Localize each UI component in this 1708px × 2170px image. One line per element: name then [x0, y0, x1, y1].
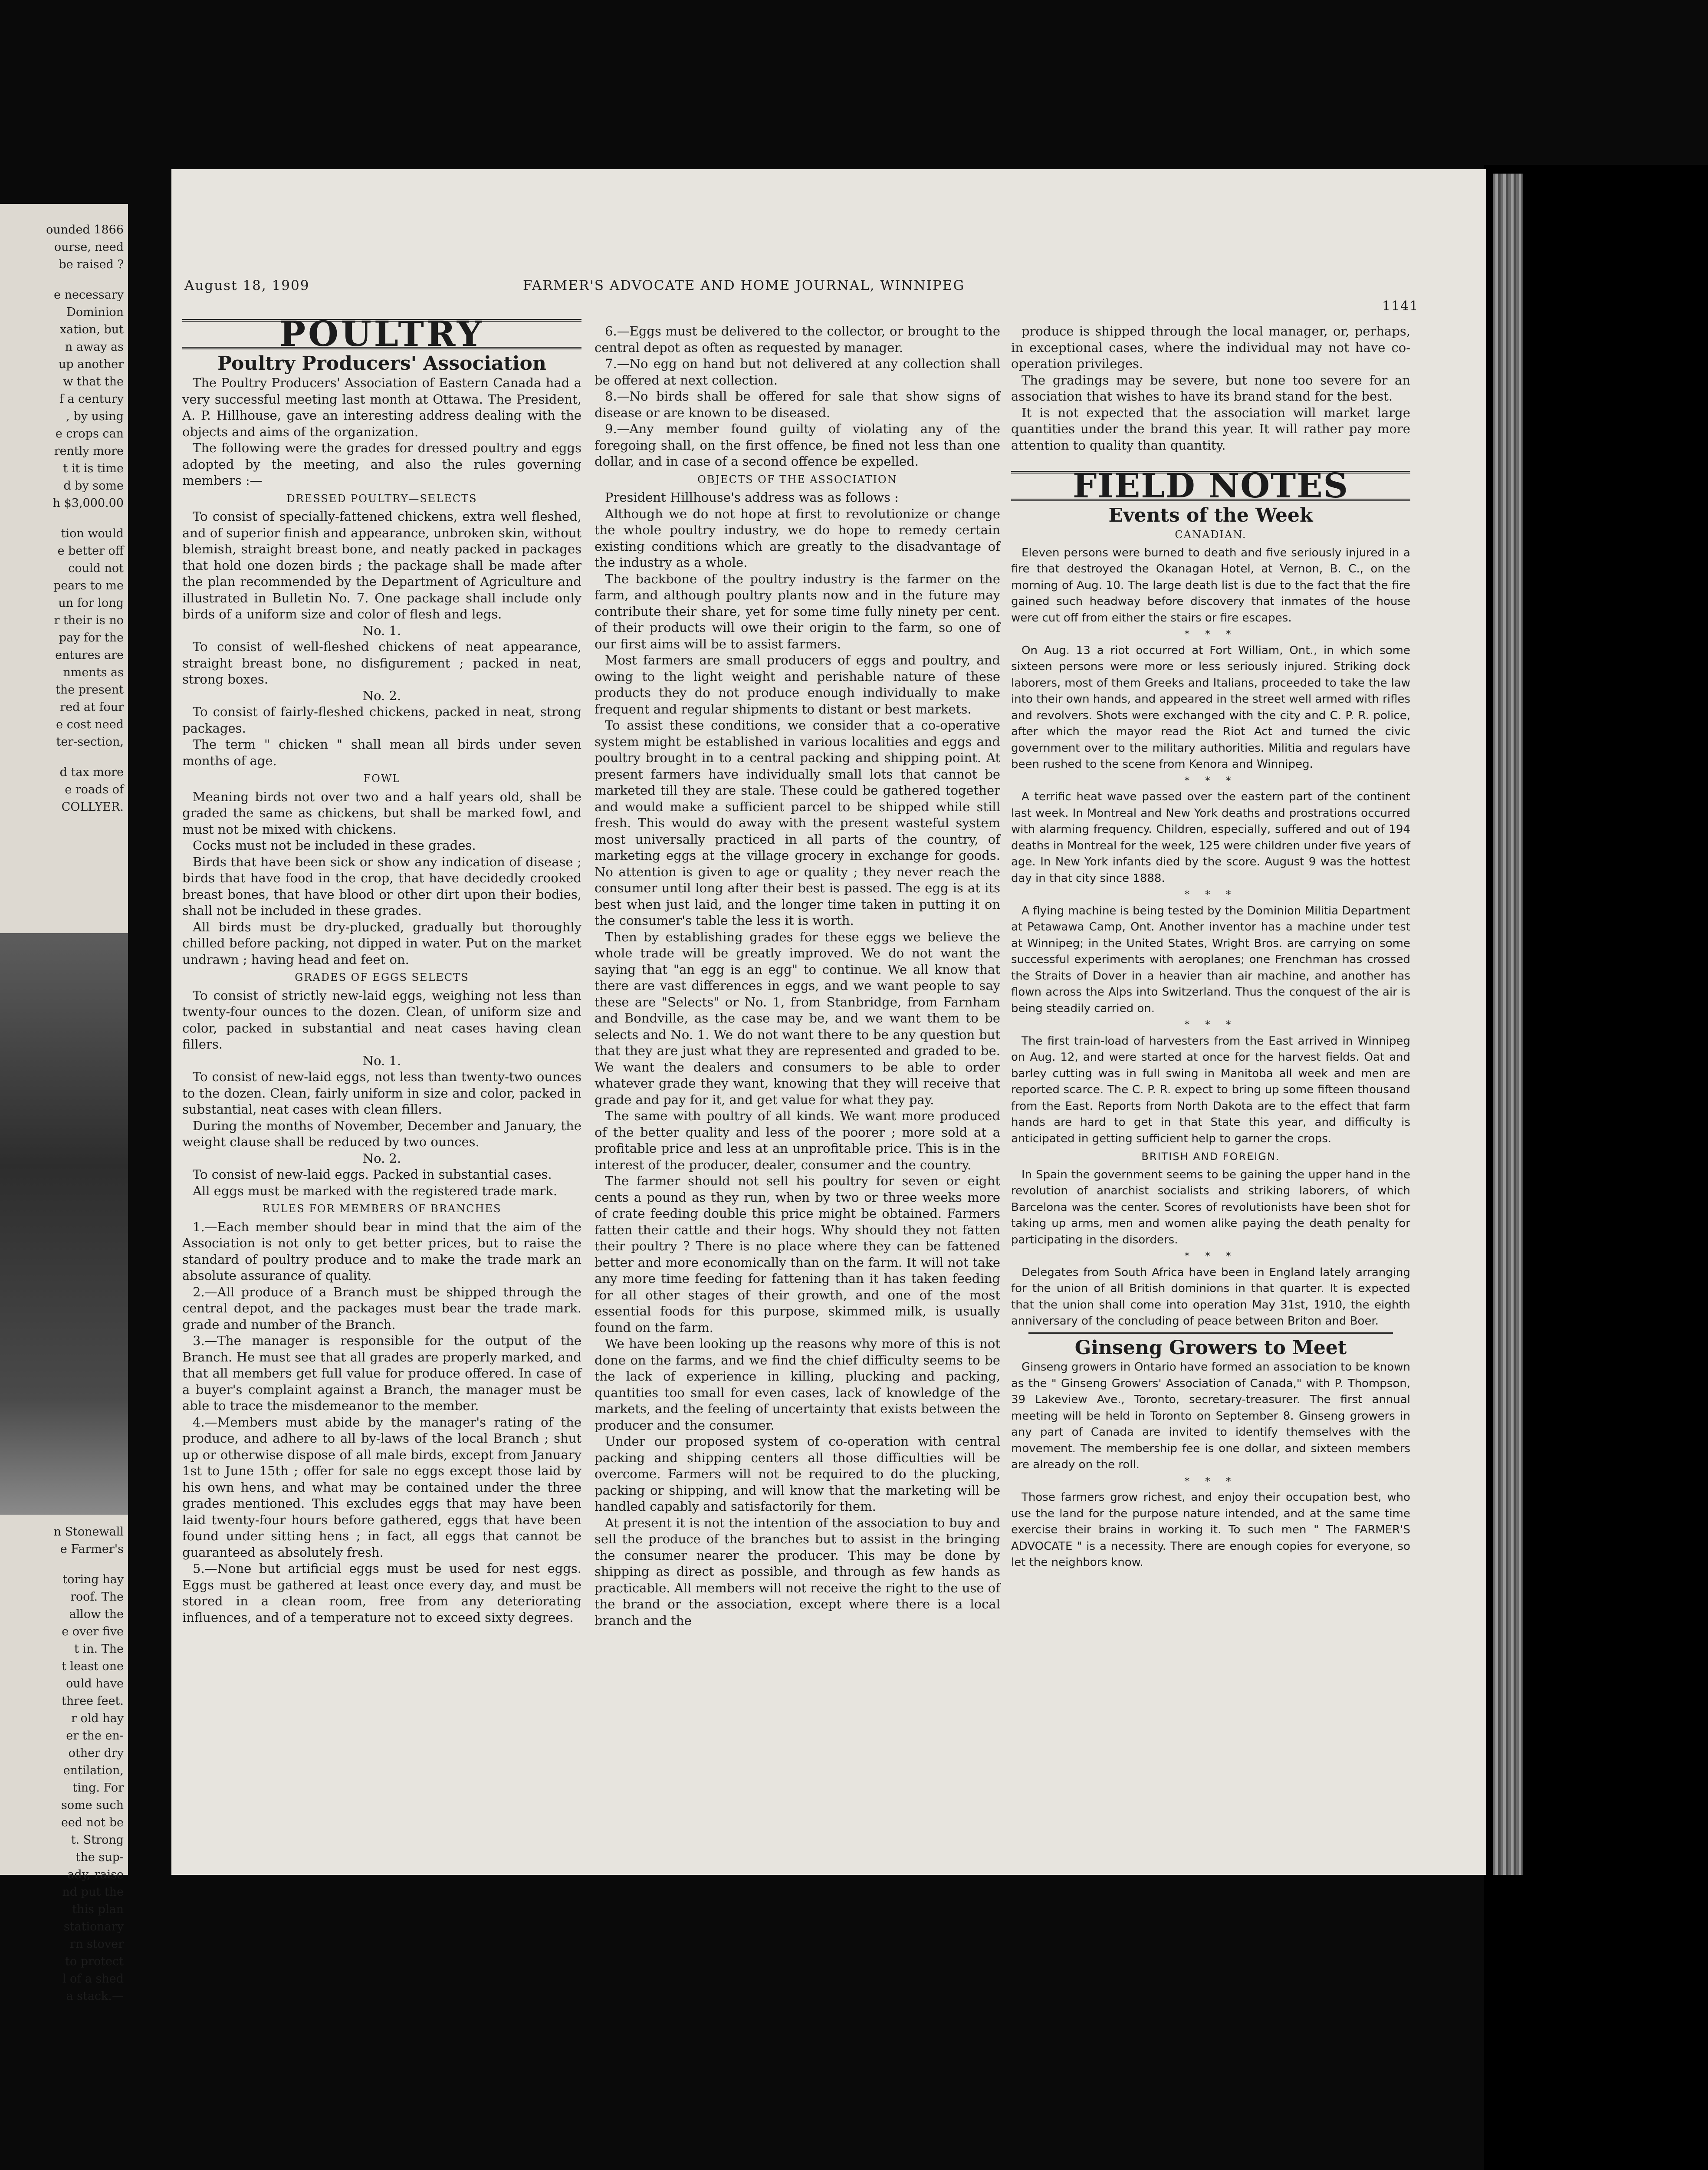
paragraph: It is not expected that the association will market large quantities under the brand this year. It will rather pay more attention to quality than quantity. — [1011, 405, 1410, 453]
page-number: 1141 — [1382, 299, 1419, 314]
article-heading: Ginseng Growers to Meet — [1074, 1336, 1347, 1359]
paragraph: To consist of specially-fattened chickens, extra well fleshed, and of superior finish and appearance, unbroken skin, without blemish, straight breast bone, and neatly packed in packages that hold one dozen birds ; the package shall be made after the plan recommended by the Department of Agriculture and illustrated in Bulletin No. 7. One package shall include only birds of a uniform size and color of flesh and legs. — [182, 509, 581, 621]
left-page-line: un for long — [58, 596, 124, 610]
left-page-line: eed not be — [61, 1816, 124, 1829]
paragraph: To assist these conditions, we consider that a co-operative system might be established in various localities and eggs and poultry brought in to a central packing and shipping point. At present farmers have individually small lots that cannot be marketed till they are stale. These could be gathered together and would make a sufficient parcel to be shipped while still fresh. This would do away with the present wasteful system most universally practiced in all parts of the country, of marketing eggs at the village grocery in exchange for goods. No attention is given to age or quality ; they never reach the consumer until long after their best is passed. The egg is at its best when just laid, and the longer time taken in putting it on the consumer's table the less it is worth. — [595, 718, 1000, 928]
paragraph: At present it is not the intention of the association to buy and sell the produce of the branches but to assist in the bringing the consumer nearer the producer. This may be done by shipping as direct as possible, and through as few hands as practicable. All members will not receive the right to the use of the brand or the association, except where there is a local branch and the — [595, 1515, 1000, 1628]
news-item: Delegates from South Africa have been in England lately arranging for the union of all British dominions in that quarter. It is expected that the union shall come into operation May 31st, 1910, the eighth anniversary of the concluding of peace between Briton and Boer. — [1011, 1266, 1410, 1328]
left-page-line: COLLYER. — [61, 800, 124, 814]
subheading: OBJECTS OF THE ASSOCIATION — [697, 473, 897, 486]
left-page-line: f a century — [59, 392, 124, 406]
main-page — [171, 169, 1486, 1875]
left-page-line: d by some — [63, 479, 124, 493]
news-item: The first train-load of harvesters from the East arrived in Winnipeg on Aug. 12, and were started at once for the harvest fields. Oat and barley cutting was in full swing in Manitoba all week and men are reported scarce. The C. P. R. expect to bring up some fifteen thousand from the East. Reports from North Dakota are to the effect that farm hands are hard to get in that State this year, and difficulty is anticipated in getting sufficient help to garner the crops. — [1011, 1034, 1410, 1145]
separator-stars: * * * — [1184, 774, 1237, 787]
left-page-line: the present — [55, 683, 124, 697]
news-item: Eleven persons were burned to death and five seriously injured in a fire that destroyed the Okanagan Hotel, at Vernon, B. C., on the morning of Aug. 10. The large death list is due to the fact that the fire gained such headway before discovery that inmates of the house were cut off from either the stairs or fire escapes. — [1011, 546, 1410, 625]
separator-stars: * * * — [1184, 1475, 1237, 1487]
section-title: POULTRY — [279, 313, 484, 354]
left-page-line: r their is no — [54, 614, 124, 627]
left-page-line: nments as — [63, 666, 124, 679]
left-page-line: toring hay — [62, 1573, 124, 1586]
left-page-line: pay for the — [59, 631, 124, 644]
poultry-column — [182, 315, 581, 1626]
paragraph: The gradings may be severe, but none too severe for an association that wishes to have its brand stand for the best. — [1011, 372, 1410, 404]
left-page-line: pears to me — [53, 579, 124, 592]
paragraph: The term " chicken " shall mean all birds under seven months of age. — [182, 737, 581, 768]
paragraph: Most farmers are small producers of eggs and poultry, and owing to the light weight and perishable nature of these products they do not produce enough individually to make frequent and regular shipments to distant or best markets. — [595, 653, 1000, 717]
left-page-line: a stack.— — [66, 1989, 124, 2003]
left-page-line: n Stonewall — [53, 1525, 124, 1539]
subheading: DRESSED POULTRY—SELECTS — [286, 492, 477, 505]
left-page-line: three feet. — [61, 1694, 124, 1708]
left-page-line: red at four — [60, 700, 124, 714]
subheading: BRITISH AND FOREIGN. — [1141, 1151, 1280, 1163]
paragraph: The farmer should not sell his poultry for seven or eight cents a pound as they run, when by two or three weeks more of crate feeding double this price might be obtained. Farmers fatten their cattle and their hogs. Why should they not fatten their poultry ? There is no place where they can be fattened better and more economically than on the farm. It will not take any more time feeding for fattening than it has taken feeding for all other stages of their growth, and one of the most essential foods for this purpose, skimmed milk, is usually found on the farm. — [595, 1174, 1000, 1335]
separator-stars: * * * — [1184, 1019, 1237, 1031]
left-page-line: rn stover — [70, 1937, 124, 1951]
left-page-line: h $3,000.00 — [53, 496, 124, 510]
paragraph: All eggs must be marked with the registered trade mark. — [193, 1183, 558, 1198]
news-item: In Spain the government seems to be gaining the upper hand in the revolution of anarchist socialists and striking laborers, of which Barcelona was the center. Scores of revolutionists have been shot for taking up arms, men and women alike paying the death penalty for participating in the disorders. — [1011, 1168, 1410, 1246]
header-date: August 18, 1909 — [184, 278, 310, 293]
paragraph: President Hillhouse's address was as follows : — [605, 490, 899, 505]
left-page-line: stationary — [63, 1920, 124, 1933]
left-page-line: e Farmer's — [60, 1542, 124, 1556]
grade-number: No. 2. — [362, 1151, 401, 1166]
left-page-photo — [0, 933, 128, 1515]
left-page-line: w that the — [63, 375, 124, 388]
paragraph: The backbone of the poultry industry is the farmer on the farm, and although poultry plants now and in the future may contribute their share, yet for some time fully ninety per cent. of their products will owe their origin to the farm, so one of our first aims will be to assist farmers. — [595, 571, 1000, 651]
paragraph: To consist of strictly new-laid eggs, weighing not less than twenty-four ounces to the dozen. Clean, of uniform size and color, packed in substantial and neat cases having clean fillers. — [182, 988, 581, 1052]
left-page-line: could not — [68, 562, 124, 575]
paragraph: To consist of well-fleshed chickens of neat appearance, straight breast bone, no disfigurement ; packed in neat, strong boxes. — [182, 639, 581, 687]
paragraph: The Poultry Producers' Association of Eastern Canada had a very successful meeting last month at Ottawa. The President, A. P. Hillhouse, gave an interesting address dealing with the objects and aims of the organization. — [182, 375, 581, 439]
rule — [1028, 1332, 1393, 1334]
paragraph: 9.—Any member found guilty of violating any of the foregoing shall, on the first offence, be fined not less than one dollar, and in case of a second offence be expelled. — [595, 421, 1000, 469]
left-page-line: r old hay — [71, 1712, 124, 1725]
book-page-edges — [1493, 174, 1523, 1875]
left-page-line: er the en- — [66, 1729, 124, 1743]
subheading: CANADIAN. — [1175, 529, 1247, 541]
left-page-line: n away as — [65, 340, 124, 354]
left-page-line: tion would — [61, 527, 124, 540]
paragraph: 6.—Eggs must be delivered to the collector, or brought to the central depot as often as requested by manager. — [595, 324, 1000, 355]
paragraph: Then by establishing grades for these eggs we believe the whole trade will be greatly improved. We do not want the saying that "an egg is an egg" to continue. We all know that there are vast differences in eggs, and we want people to say these are "Selects" or No. 1, from Stanbridge, from Farnham and Bondville, as the case may be, and we want them to be selects and No. 1. We do not want there to be any question but that they are just what they are represented and graded to be. We want the dealers and consumers to be able to order whatever grade they want, knowing that they will receive that grade and pay for it, and get value for what they pay. — [595, 929, 1000, 1107]
left-page-line: nd put the — [62, 1885, 124, 1899]
paragraph: During the months of November, December and January, the weight clause shall be reduced by two ounces. — [182, 1118, 581, 1149]
ginseng-item — [1011, 1359, 1410, 1571]
subheading: FOWL — [363, 773, 401, 785]
left-page-line: e crops can — [55, 427, 124, 441]
separator-stars: * * * — [1184, 1250, 1237, 1262]
paragraph: 3.—The manager is responsible for the output of the Branch. He must see that all grades are properly marked, and that all members get full value for produce offered. In case of a buyer's complaint against a Branch, the manager must be able to trace the misdemeanor to the member. — [182, 1333, 581, 1413]
article-heading: Events of the Week — [1108, 504, 1313, 526]
separator-stars: * * * — [1184, 888, 1237, 901]
header-title: FARMER'S ADVOCATE AND HOME JOURNAL, WINNIPEG — [523, 278, 965, 293]
news-item: A flying machine is being tested by the Dominion Militia Department at Petawawa Camp, Ont. Another inventor has a machine under test at Winnipeg; in the United States, Wright Bros. are carrying on some successful experiments with aeroplanes; one Frenchman has crossed the Straits of Dover in a heavier than air machine, and another has flown across the Alps into Switzerland. Thus the conquest of the air is being steadily carried on. — [1011, 904, 1410, 1015]
left-page-line: ter-section, — [56, 735, 124, 749]
grade-number: No. 1. — [362, 1053, 401, 1068]
paragraph: All birds must be dry-plucked, gradually but thoroughly chilled before packing, not dipped in water. Put on the market undrawn ; having head and feet on. — [182, 919, 581, 967]
left-page-line: entilation, — [63, 1764, 124, 1777]
separator-stars: * * * — [1184, 628, 1237, 640]
news-item: On Aug. 13 a riot occurred at Fort William, Ont., in which some sixteen persons were more or less seriously injured. Striking dock laborers, most of them Greeks and Italians, proceeded to take the law into their own hands, and appeared in the street well armed with rifles and revolvers. Shots were exchanged with the city and C. P. R. police, after which the mayor read the Riot Act and turned the civic government over to the military authorities. Militia and regulars have been rushed to the scene from Kenora and Winnipeg. — [1011, 644, 1410, 771]
grade-number: No. 1. — [362, 623, 401, 638]
association-column — [595, 323, 1000, 1629]
left-page-line: Dominion — [66, 306, 124, 319]
paragraph: To consist of fairly-fleshed chickens, packed in neat, strong packages. — [182, 704, 581, 736]
paragraph: We have been looking up the reasons why more of this is not done on the farms, and we find the chief difficulty seems to be the lack of experience in killing, plucking and packing, quantities too small for even cases, lack of knowledge of the markets, and the feeling of uncertainty that exists between the producer and the consumer. — [595, 1336, 1000, 1433]
news-item: Those farmers grow richest, and enjoy their occupation best, who use the land for the purpose nature intended, and at the same time exercise their brains in working it. To such men " The FARMER'S ADVOCATE " is a necessity. There are enough copies for everyone, so let the neighbors know. — [1011, 1491, 1410, 1569]
paragraph: Cocks must not be included in these grades. — [193, 838, 476, 853]
left-page-line: ting. For — [72, 1781, 124, 1795]
left-page-line: e necessary — [54, 288, 124, 302]
left-page-line: ounded 1866 — [46, 223, 124, 237]
paragraph: To consist of new-laid eggs, not less than twenty-two ounces to the dozen. Clean, fairly uniform in size and color, packed in substantial, neat cases with clean fillers. — [182, 1069, 581, 1117]
paragraph: The following were the grades for dressed poultry and eggs adopted by the meeting, and also the rules governing members :— — [182, 441, 581, 488]
left-page-line: allow the — [69, 1608, 124, 1621]
left-page-line: this plan — [72, 1903, 124, 1916]
paragraph: 2.—All produce of a Branch must be shipped through the central depot, and the packages must bear the trade mark. grade and number of the Branch. — [182, 1284, 581, 1332]
paragraph: To consist of new-laid eggs. Packed in substantial cases. — [193, 1167, 552, 1182]
subheading: RULES FOR MEMBERS OF BRANCHES — [262, 1203, 502, 1215]
field-notes-column — [1011, 323, 1410, 1571]
left-page-line: ady, raise — [67, 1868, 124, 1881]
left-page-line: , by using — [66, 410, 124, 423]
left-page-line: xation, but — [59, 323, 124, 336]
left-page-line: e roads of — [65, 783, 124, 796]
paragraph: produce is shipped through the local manager, or, perhaps, in exceptional cases, where the individual may not have co-operation privileges. — [1011, 324, 1410, 371]
article-heading: Poultry Producers' Association — [217, 352, 546, 375]
paragraph: Although we do not hope at first to revolutionize or change the whole poultry industry, we do hope to remedy certain existing conditions which are greatly to the disadvantage of the industry as a whole. — [595, 506, 1000, 570]
left-page-line: up another — [58, 358, 124, 371]
left-page-line: l of a shed — [62, 1972, 124, 1986]
left-page-line: other dry — [68, 1746, 124, 1760]
left-page-line: e better off — [57, 544, 124, 558]
section-title: FIELD NOTES — [1072, 466, 1349, 506]
left-page-line: e cost need — [56, 718, 124, 731]
paragraph: 5.—None but artificial eggs must be used for nest eggs. Eggs must be gathered at least once every day, and must be stored in a clean room, free from any deteriorating influences, and of a temperature not to exceed sixty degrees. — [182, 1561, 581, 1625]
subheading: GRADES OF EGGS SELECTS — [295, 971, 469, 983]
paragraph: 1.—Each member should bear in mind that the aim of the Association is not only to get better prices, but to raise the standard of poultry produce and to make the trade mark an absolute assurance of quality. — [182, 1219, 581, 1283]
paragraph: Birds that have been sick or show any indication of disease ; birds that have food in the crop, that have decidedly crooked breast bones, that have blood or other dirt upon their bodies, shall not be included in these grades. — [182, 854, 581, 918]
paragraph: Meaning birds not over two and a half years old, shall be graded the same as chickens, but shall be marked fowl, and must not be mixed with chickens. — [182, 789, 581, 837]
news-item: A terrific heat wave passed over the eastern part of the continent last week. In Montreal and New York deaths and prostrations occurred with alarming frequency. Children, especially, suffered and out of 194 deaths in Montreal for the week, 125 were children under five years of age. In New York infants died by the score. August 9 was the hottest day in that city since 1888. — [1011, 790, 1410, 885]
left-page-line: t least one — [61, 1660, 124, 1673]
left-page-line: be raised ? — [59, 258, 124, 271]
paragraph: 7.—No egg on hand but not delivered at any collection shall be offered at next collection. — [595, 356, 1000, 388]
left-page-line: t it is time — [63, 462, 124, 475]
left-page-line: entures are — [55, 648, 124, 662]
left-page-line: some such — [61, 1798, 124, 1812]
left-page-line: rently more — [54, 444, 124, 458]
grade-number: No. 2. — [362, 688, 401, 703]
paragraph: 8.—No birds shall be offered for sale that show signs of disease or are known to be diseased. — [595, 389, 1000, 420]
paragraph: Under our proposed system of co-operation with central packing and shipping centers all those difficulties will be overcome. Farmers will not be required to do the plucking, packing or shipping, and will know that the marketing will be handled capably and satisfactorily for them. — [595, 1434, 1000, 1514]
news-item: Ginseng growers in Ontario have formed an association to be known as the " Ginseng Growers' Association of Canada," with P. Thompson, 39 Lakeview Ave., Toronto, secretary-treasurer. The first annual meeting will be held in Toronto on September 8. Ginseng growers in any part of Canada are invited to identify themselves with the movement. The membership fee is one dollar, and sixteen members are already on the roll. — [1011, 1361, 1410, 1471]
paragraph: 4.—Members must abide by the manager's rating of the produce, and adhere to all by-laws of the local Branch ; shut up or otherwise dispose of all male birds, except from January 1st to June 15th ; offer for sale no eggs except those laid by his own hens, and what may be contained under the three grades mentioned. This excludes eggs that may have been laid twenty-four hours before gathered, eggs that have been found under sitting hens ; in fact, all eggs that cannot be guaranteed as absolutely fresh. — [182, 1414, 581, 1560]
left-page-line: ould have — [66, 1677, 124, 1690]
left-page-line: e over five — [62, 1625, 124, 1638]
left-page-line: d tax more — [59, 766, 124, 779]
left-page-line: roof. The — [70, 1590, 124, 1604]
left-page-line: the sup- — [76, 1851, 124, 1864]
left-page-line: ourse, need — [54, 240, 124, 254]
left-facing-page — [0, 204, 128, 2003]
left-page-line: t in. The — [74, 1642, 124, 1656]
left-page-line: to protect — [65, 1955, 124, 1968]
paragraph: The same with poultry of all kinds. We want more produced of the better quality and less of the poorer ; more sold at a profitable price and less at an unprofitable price. This is in the interest of the producer, dealer, consumer and the country. — [595, 1108, 1000, 1172]
left-page-line: t. Strong — [71, 1833, 124, 1847]
news-items — [1011, 545, 1410, 1330]
